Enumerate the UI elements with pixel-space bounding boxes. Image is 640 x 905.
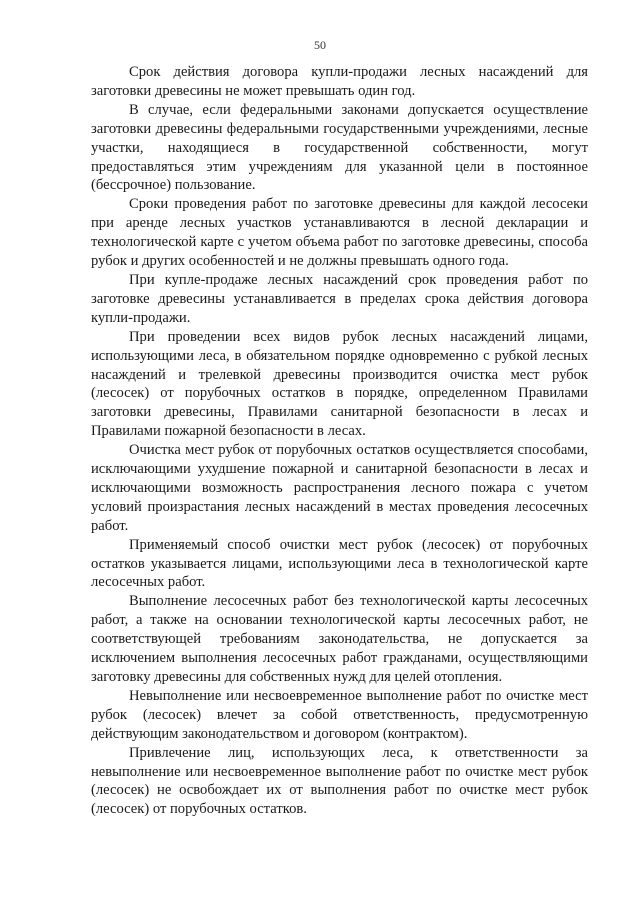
paragraph: Привлечение лиц, использующих леса, к ответственности за невыполнение или несвоевременное выполнение работ по очистке мест рубок (лесосек) не освобождает их от выполнения работ по очистке мест рубок (лесосек) от порубочных остатков. — [91, 744, 588, 818]
paragraph: Применяемый способ очистки мест рубок (лесосек) от порубочных остатков указывается лицами, использующими леса в технологической карте лесосечных работ. — [91, 536, 588, 591]
paragraph: При проведении всех видов рубок лесных насаждений лицами, использующими леса, в обязательном порядке одновременно с рубкой лесных насаждений и трелевкой древесины производится очистка мест рубок (лесосек) от порубочных остатков в порядке, определенном Правилами заготовки древесины, Правилами санитарной безопасности в лесах и Правилами пожарной безопасности в лесах. — [91, 328, 588, 440]
paragraph: Невыполнение или несвоевременное выполнение работ по очистке мест рубок (лесосек) влечет за собой ответственность, предусмотренную действующим законодательством и договором (контрактом). — [91, 687, 588, 742]
paragraph: Срок действия договора купли-продажи лесных насаждений для заготовки древесины не может превышать один год. — [91, 64, 588, 99]
paragraph: Сроки проведения работ по заготовке древесины для каждой лесосеки при аренде лесных участков устанавливаются в лесной декларации и технологической карте с учетом объема работ по заготовке древесины, способа рубок и других особенностей и не должны превышать одного года. — [91, 196, 588, 270]
paragraph: При купле-продаже лесных насаждений срок проведения работ по заготовке древесины устанавливается в пределах срока действия договора купли-продажи. — [91, 271, 588, 326]
paragraph: В случае, если федеральными законами допускается осуществление заготовки древесины федеральными государственными учреждениями, лесные участки, находящиеся в государственной собственности, могут предоставляться этим учреждениям для указанной цели в постоянное (бессрочное) пользование. — [91, 101, 588, 194]
page-number: 50 — [314, 38, 326, 52]
paragraph: Очистка мест рубок от порубочных остатков осуществляется способами, исключающими ухудшение пожарной и санитарной безопасности в лесах и исключающими возможность распространения лесного пожара с учетом условий произрастания лесных насаждений в местах проведения лесосечных работ. — [91, 442, 588, 534]
document-body — [91, 63, 588, 819]
paragraph: Выполнение лесосечных работ без технологической карты лесосечных работ, а также на основании технологической карты лесосечных работ, не соответствующей требованиям законодательства, не допускается за исключением выполнения лесосечных работ гражданами, осуществляющими заготовку древесины для собственных нужд для целей отопления. — [91, 593, 588, 685]
